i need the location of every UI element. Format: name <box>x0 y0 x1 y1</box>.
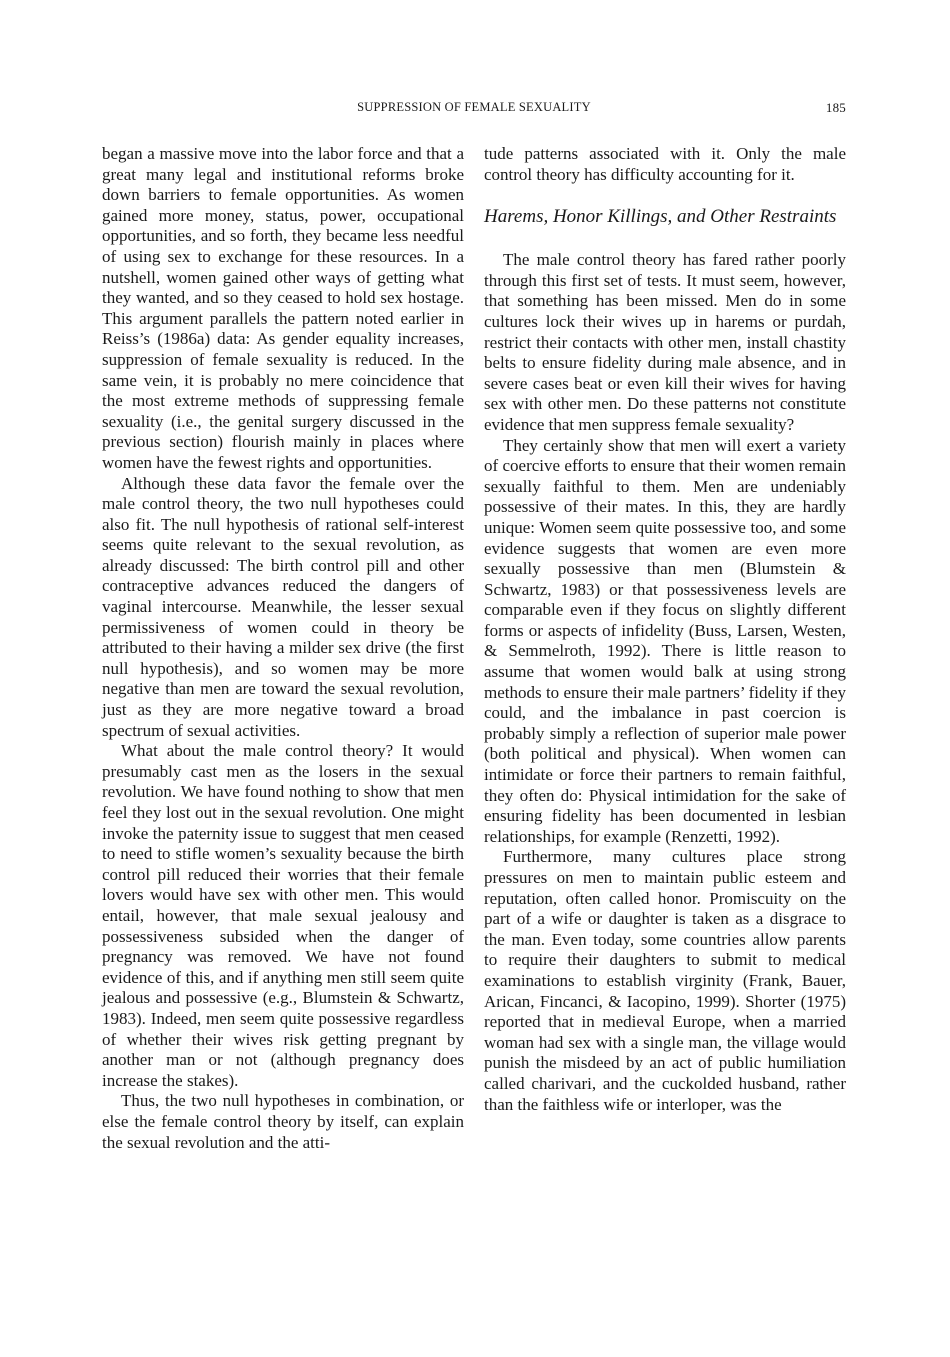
body-paragraph: They certainly show that men will exert a variety of coercive efforts to ensure that their women remain sexually faithful to them. Men are undeniably possessive of their mates. In this, they are hardly unique: Women seem quite possessive too, and some evidence suggests that women are even more sexually possessive than men (Blumstein & Schwartz, 1983) or that possessiveness levels are comparable even if they focus on slightly different forms or aspects of infidelity (Buss, Larsen, Westen, & Semmelroth, 1992). There is little reason to assume that women would balk at using strong methods to ensure their male partners’ fidelity if they could, and the imbalance in past coercion is probably simply a reflection of superior male power (both political and physical). When women can intimidate or force their partners to remain faithful, they often do: Physical intimidation for the sake of ensuring fidelity has been documented in lesbian relationships, for example (Renzetti, 1992). <box>484 435 846 846</box>
right-column <box>484 144 846 1115</box>
body-paragraph: Thus, the two null hypotheses in combination, or else the female control theory by itself, can explain the sexual revolution and the atti- <box>102 1091 464 1152</box>
running-head <box>102 100 846 120</box>
body-paragraph: Furthermore, many cultures place strong pressures on men to maintain public esteem and reputation, often called honor. Promiscuity on the part of a wife or daughter is taken as a disgrace to the man. Even today, some countries allow parents to require their daughters to submit to medical examinations to establish virginity (Frank, Bauer, Arican, Fincanci, & Iacopino, 1999). Shorter (1975) reported that in medieval Europe, when a married woman had sex with a single man, the village would punish the misdeed by an act of public humiliation called charivari, and the cuckolded husband, rather than the faithless wife or interloper, was the <box>484 847 846 1114</box>
section-heading: Harems, Honor Killings, and Other Restraints <box>484 206 837 228</box>
body-paragraph: began a massive move into the labor force and that a great many legal and institutional reforms broke down barriers to female opportunities. As women gained more money, status, power, occupational opportunities, and so forth, they became less needful of using sex to exchange for these resources. In a nutshell, women gained other ways of getting what they wanted, and so they ceased to hold sex hostage. This argument parallels the pattern noted earlier in Reiss’s (1986a) data: As gender equality increases, suppression of female sexuality is reduced. In the same vein, it is probably no mere coincidence that the most extreme methods of suppressing female sexuality (i.e., the genital surgery discussed in the previous section) flourish mainly in places where women have the fewest rights and opportunities. <box>102 144 464 472</box>
body-paragraph: What about the male control theory? It would presumably cast men as the losers in the sexual revolution. We have found nothing to show that men feel they lost out in the sexual revolution. One might invoke the paternity issue to suggest that men ceased to need to stifle women’s sexuality because the birth control pill reduced their worries that their female lovers would have sex with other men. This would entail, however, that male sexual jealousy and possessiveness subsided when the danger of pregnancy was removed. We have not found evidence of this, and if anything men still seem quite jealous and possessive (e.g., Blumstein & Schwartz, 1983). Indeed, men seem quite possessive regardless of whether their wives risk getting pregnant by another man or not (although pregnancy does increase the stakes). <box>102 741 464 1090</box>
body-paragraph: Although these data favor the female over the male control theory, the two null hypotheses could also fit. The null hypothesis of rational self-interest seems quite relevant to the sexual revolution, as already discussed: The birth control pill and other contraceptive advances reduced the dangers of vaginal intercourse. Meanwhile, the lesser sexual permissiveness of women could in theory be attributed to their having a milder sex drive (the first null hypothesis), and so women may be more negative than men are toward the sexual revolution, just as they are more negative toward a broad spectrum of sexual activities. <box>102 473 464 740</box>
page-number: 185 <box>825 100 846 115</box>
body-paragraph: The male control theory has fared rather poorly through this first set of tests. It must seem, however, that something has been missed. Men do in some cultures lock their wives up in harems or purdah, restrict their contacts with other men, install chastity belts to ensure fidelity during male absence, and in severe cases beat or even kill their wives for having sex with other men. Do these patterns not constitute evidence that men suppress female sexuality? <box>484 250 846 434</box>
running-title: SUPPRESSION OF FEMALE SEXUALITY <box>357 100 591 114</box>
continued-paragraph: tude patterns associated with it. Only the male control theory has difficulty accounting for it. <box>484 144 846 184</box>
left-column <box>102 144 464 1153</box>
